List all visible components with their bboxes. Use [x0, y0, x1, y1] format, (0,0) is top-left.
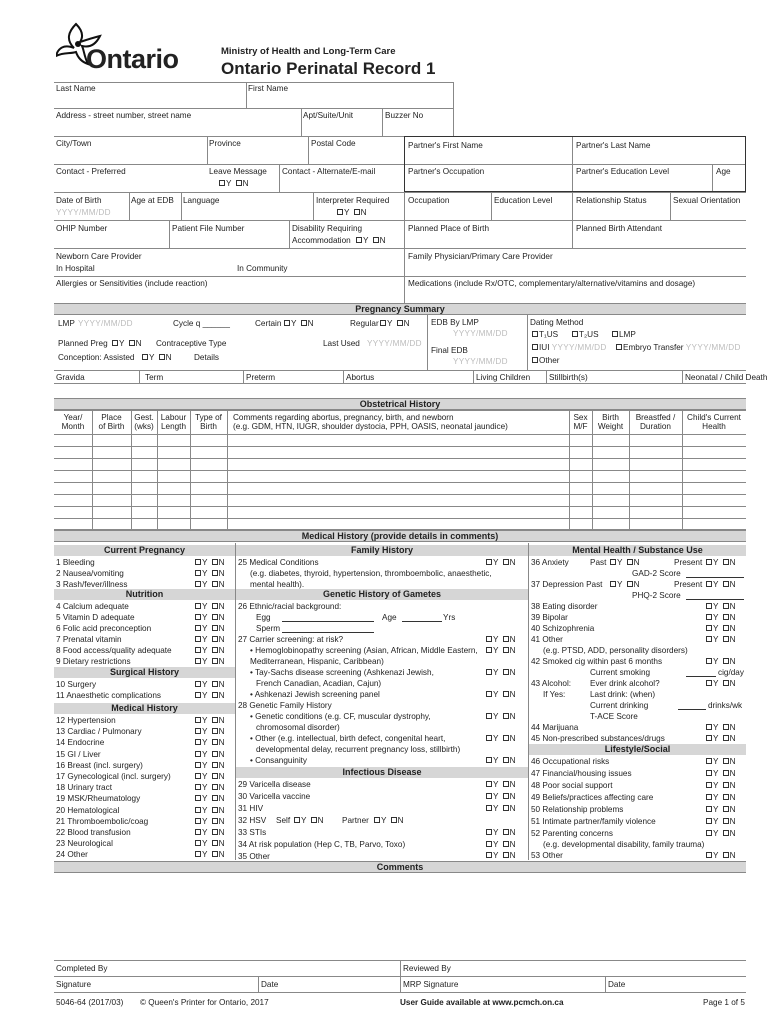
in-community-field[interactable]: In Community	[237, 264, 288, 273]
g28c-yn[interactable]: Y N	[484, 756, 516, 765]
disability-label: Disability Requiring	[292, 224, 363, 233]
history-item-label: 11 Anaesthetic complications	[56, 691, 161, 700]
i29-label: 29 Varicella disease	[238, 780, 311, 789]
cur-smoking-label: Current smoking	[590, 668, 651, 677]
printer-notice: © Queen's Printer for Ontario, 2017	[140, 998, 269, 1007]
history-item-label: 41 Other	[531, 635, 563, 644]
planned-attendant-field[interactable]: Planned Birth Attendant	[576, 224, 663, 233]
m37-present-label: Present	[674, 580, 703, 589]
history-item-yn[interactable]: Y N	[193, 580, 225, 589]
ohip-field[interactable]: OHIP Number	[56, 224, 108, 233]
medical-header: Medical History	[54, 703, 235, 714]
m44-label: 44 Marijuana	[531, 723, 579, 732]
user-guide-link[interactable]: User Guide available at www.pcmch.on.ca	[400, 998, 564, 1007]
phq-input[interactable]	[686, 599, 744, 600]
ob-col-breastfed: Breastfed / Duration	[635, 413, 676, 432]
history-item-yn[interactable]: Y N	[193, 772, 225, 781]
g27a-desc: Mediterranean, Hispanic, Caribbean)	[250, 657, 384, 666]
history-item-yn[interactable]: Y N	[704, 613, 736, 622]
family-history-header: Family History	[236, 545, 528, 556]
dating-t1us[interactable]: T₁US	[530, 330, 558, 339]
i33-label: 33 STIs	[238, 828, 267, 837]
history-item-yn[interactable]: Y N	[704, 757, 736, 766]
cur-drinking-label: Current drinking	[590, 701, 649, 710]
history-item-yn[interactable]: Y N	[193, 806, 225, 815]
history-item-label: 51 Intimate partner/family violence	[531, 817, 656, 826]
history-item-yn[interactable]: Y N	[704, 805, 736, 814]
medical-history-header: Medical History (provide details in comments)	[54, 530, 746, 542]
history-item-label: 39 Bipolar	[531, 613, 568, 622]
date-field[interactable]: Date	[261, 980, 279, 989]
last-name-field[interactable]: Last Name	[56, 84, 96, 93]
g28c-label: • Consanguinity	[250, 756, 308, 765]
planned-birth-place-field[interactable]: Planned Place of Birth	[408, 224, 490, 233]
history-item-label: 16 Breast (incl. surgery)	[56, 760, 143, 770]
history-item-label: 1 Bleeding	[56, 558, 95, 567]
signature-field[interactable]: Signature	[56, 980, 92, 989]
lmp-input[interactable]: YYYY/MM/DD	[78, 319, 133, 328]
history-item-label: 40 Schizophrenia	[531, 624, 595, 633]
g28b-yn[interactable]: Y N	[484, 734, 516, 743]
history-item-yn[interactable]: Y N	[704, 769, 736, 778]
history-item-label: 17 Gynecological (incl. surgery)	[56, 772, 171, 781]
history-item-label: 2 Nausea/vomiting	[56, 569, 124, 578]
planned-preg-label: Planned Preg	[58, 339, 108, 348]
yrs-label: Yrs	[443, 613, 456, 622]
if-yes-label: If Yes:	[543, 690, 566, 699]
infectious-disease-header: Infectious Disease	[236, 767, 528, 778]
dating-lmp[interactable]: LMP	[610, 330, 636, 339]
logo-text: Ontario	[86, 44, 179, 74]
g27b-yn[interactable]: Y N	[484, 668, 516, 677]
m36-past-yn[interactable]: Y N	[608, 558, 640, 567]
education-field[interactable]: Education Level	[494, 196, 553, 205]
interpreter-label: Interpreter Required	[316, 196, 390, 205]
history-item-yn[interactable]: Y N	[193, 783, 225, 792]
g28b-desc: developmental delay, recurrent pregnancy loss, stillbirth)	[256, 745, 461, 754]
apt-field[interactable]: Apt/Suite/Unit	[303, 111, 354, 120]
patient-file-field[interactable]: Patient File Number	[172, 224, 245, 233]
m37-present-yn[interactable]: Y N	[704, 580, 736, 589]
partner-label: Partner	[342, 816, 369, 825]
g28a-desc: chromosomal disorder)	[256, 723, 340, 732]
partner-education-field[interactable]: Partner's Education Level	[576, 167, 670, 176]
i32-self-yn[interactable]: Y N	[292, 816, 324, 825]
i33-yn[interactable]: Y N	[484, 828, 516, 837]
history-item-yn[interactable]: Y N	[193, 794, 225, 803]
history-item-yn[interactable]: Y N	[193, 657, 225, 666]
completed-by-field[interactable]: Completed By	[56, 964, 108, 973]
contraceptive-field[interactable]: Contraceptive Type	[156, 339, 227, 348]
f25-yn[interactable]: Y N	[484, 558, 516, 567]
tace-label: T-ACE Score	[590, 712, 638, 721]
dob-label: Date of Birth	[56, 196, 102, 205]
history-item-label: 7 Prenatal vitamin	[56, 635, 122, 644]
dating-method-label: Dating Method	[530, 318, 584, 327]
partner-occupation-field[interactable]: Partner's Occupation	[408, 167, 485, 176]
province-field[interactable]: Province	[209, 139, 241, 148]
g27-yn[interactable]: Y N	[484, 635, 516, 644]
egg-label: Egg	[256, 613, 271, 622]
regular-label: Regular	[350, 319, 379, 328]
ob-col-place: Place of Birth	[98, 413, 125, 432]
i35-yn[interactable]: Y N	[484, 851, 516, 860]
abortus-field[interactable]: Abortus	[346, 373, 375, 382]
history-item-yn[interactable]: Y N	[193, 635, 225, 644]
history-item-label: 23 Neurological	[56, 839, 113, 849]
i32-partner-yn[interactable]: Y N	[372, 816, 404, 825]
drinks-wk-label: drinks/wk	[708, 701, 743, 710]
history-item-label: 5 Vitamin D adequate	[56, 613, 135, 622]
postal-code-field[interactable]: Postal Code	[311, 139, 356, 148]
preterm-field[interactable]: Preterm	[246, 373, 276, 382]
m36-present-label: Present	[674, 558, 703, 567]
history-item-label: 53 Other	[531, 851, 563, 860]
i35-label: 35 Other	[238, 852, 270, 861]
city-field[interactable]: City/Town	[56, 139, 92, 148]
g27a-yn[interactable]: Y N	[484, 646, 516, 655]
history-item-label: 6 Folic acid preconception	[56, 624, 152, 633]
regular-yn[interactable]: Y N	[378, 319, 410, 328]
history-item-yn[interactable]: Y N	[704, 851, 736, 860]
comments-header: Comments	[54, 861, 746, 873]
g26-label: 26 Ethnic/racial background:	[238, 602, 342, 611]
family-physician-field[interactable]: Family Physician/Primary Care Provider	[408, 252, 553, 261]
leave-message-label: Leave Message	[209, 167, 267, 176]
history-item-yn[interactable]: Y N	[704, 635, 736, 644]
cig-day-label: cig/day	[718, 668, 744, 677]
i30-label: 30 Varicella vaccine	[238, 792, 311, 801]
g28a-yn[interactable]: Y N	[484, 712, 516, 721]
cycle-field[interactable]: Cycle q ______	[173, 319, 230, 328]
m37-label: 37 Depression Past	[531, 580, 603, 589]
m36-past-label: Past	[590, 558, 607, 567]
history-item-yn[interactable]: Y N	[193, 680, 225, 689]
orientation-field[interactable]: Sexual Orientation	[673, 196, 741, 205]
i32-label: 32 HSV	[238, 816, 267, 825]
self-label: Self	[276, 816, 291, 825]
nutrition-header: Nutrition	[54, 589, 235, 600]
f25-desc: (e.g. diabetes, thyroid, hypertension, thromboembolic, anaesthetic,	[250, 569, 492, 578]
ob-col-health: Child's Current Health	[687, 413, 741, 432]
newborn-care-label: Newborn Care Provider	[56, 252, 142, 261]
mental-health-header: Mental Health / Substance Use	[529, 545, 746, 556]
i31-label: 31 HIV	[238, 804, 264, 813]
form-number: 5046-64 (2017/03)	[56, 998, 124, 1007]
sperm-label: Sperm	[256, 624, 281, 633]
history-item-yn[interactable]: Y N	[704, 781, 736, 790]
ob-col-type: Type of Birth	[195, 413, 222, 432]
partner-age-field[interactable]: Age	[716, 167, 731, 176]
m45-yn[interactable]: Y N	[704, 734, 736, 743]
history-item-label: 46 Occupational risks	[531, 757, 610, 766]
current-pregnancy-header: Current Pregnancy	[54, 545, 235, 556]
history-item-yn[interactable]: Y N	[193, 691, 225, 700]
ob-col-weight: Birth Weight	[597, 413, 624, 432]
history-item-yn[interactable]: Y N	[193, 738, 225, 747]
conception-yn[interactable]: Y N	[140, 353, 172, 362]
cig-input[interactable]	[686, 676, 716, 677]
pregnancy-summary-header: Pregnancy Summary	[54, 303, 746, 315]
reviewed-by-field[interactable]: Reviewed By	[403, 964, 451, 973]
sperm-input[interactable]	[282, 632, 374, 633]
stillbirths-field[interactable]: Stillbirth(s)	[549, 373, 588, 382]
gad-input[interactable]	[686, 577, 744, 578]
f25-desc2: mental health).	[250, 580, 305, 589]
drinks-input[interactable]	[678, 709, 706, 710]
occupation-field[interactable]: Occupation	[408, 196, 450, 205]
history-item-label: 52 Parenting concerns	[531, 829, 613, 838]
history-item-label: 21 Thromboembolic/coag	[56, 816, 149, 826]
ob-col-year: Year/ Month	[61, 413, 85, 432]
interpreter-yn[interactable]: Y N	[335, 208, 367, 217]
contact-alternate-field[interactable]: Contact - Alternate/E-mail	[282, 167, 376, 176]
history-item-label: 13 Cardiac / Pulmonary	[56, 727, 142, 737]
g27b-desc: French Canadian, Acadian, Cajun)	[256, 679, 382, 688]
age-edb-field[interactable]: Age at EDB	[131, 196, 174, 205]
mrp-signature-field[interactable]: MRP Signature	[403, 980, 459, 989]
dating-other[interactable]: Other	[530, 356, 559, 365]
partner-first-name-field[interactable]: Partner's First Name	[408, 141, 483, 150]
ob-col-sex: Sex M/F	[573, 413, 588, 432]
history-item-label: 22 Blood transfusion	[56, 828, 131, 837]
g27-label: 27 Carrier screening: at risk?	[238, 635, 344, 644]
history-item-label: 19 MSK/Rheumatology	[56, 794, 141, 804]
history-item-yn[interactable]: Y N	[704, 602, 736, 611]
history-item-yn[interactable]: Y N	[193, 750, 225, 759]
history-item-label: 14 Endocrine	[56, 738, 105, 748]
history-item-label: 15 GI / Liver	[56, 749, 101, 759]
history-item-label: 24 Other	[56, 850, 88, 860]
history-item-yn[interactable]: Y N	[193, 646, 225, 655]
history-item-label: 48 Poor social support	[531, 781, 613, 790]
g27a-label: • Hemoglobinopathy screening (Asian, African, Middle Eastern,	[250, 646, 478, 655]
g27b-label: • Tay-Sachs disease screening (Ashkenazi Jewish,	[250, 668, 434, 677]
history-item-label: 50 Relationship problems	[531, 805, 624, 814]
living-children-field[interactable]: Living Children	[476, 373, 531, 382]
dating-embryo[interactable]: Embryo Transfer YYYY/MM/DD	[614, 343, 741, 352]
age-label: Age	[382, 613, 397, 622]
g27c-yn[interactable]: Y N	[484, 690, 516, 699]
age-input[interactable]	[402, 621, 442, 622]
f25-label: 25 Medical Conditions	[238, 558, 319, 567]
ontario-logo	[56, 22, 206, 78]
form-title: Ontario Perinatal Record 1	[221, 59, 436, 78]
ob-col-gest: Gest. (wks)	[134, 413, 154, 432]
final-edb-label: Final EDB	[431, 346, 468, 355]
i30-yn[interactable]: Y N	[484, 792, 516, 801]
ob-col-labour: Labour Length	[160, 413, 187, 432]
in-hospital-field[interactable]: In Hospital	[56, 264, 95, 273]
m36-label: 36 Anxiety	[531, 558, 569, 567]
last-used-label: Last Used	[323, 339, 360, 348]
history-item-yn[interactable]: Y N	[193, 602, 225, 611]
i34-label: 34 At risk population (Hep C, TB, Parvo, Toxo)	[238, 840, 406, 849]
page-number: Page 1 of 5	[703, 998, 745, 1007]
m45-label: 45 Non-prescribed substances/drugs	[531, 734, 665, 743]
date2-field[interactable]: Date	[608, 980, 626, 989]
history-item-yn[interactable]: Y N	[704, 829, 736, 838]
history-item-label: 18 Urinary tract	[56, 783, 112, 793]
m37-past-yn[interactable]: Y N	[608, 580, 640, 589]
certain-yn[interactable]: Y N	[282, 319, 314, 328]
ob-col-comments: Comments regarding abortus, pregnancy, birth, and newborn (e.g. GDM, HTN, IUGR, shoulder dystocia, PPH, OASIS, neonatal jaundice)	[233, 413, 508, 432]
l52-desc: (e.g. developmental disability, family trauma)	[543, 840, 705, 849]
history-item-yn[interactable]: Y N	[193, 761, 225, 770]
edb-lmp-label: EDB By LMP	[431, 318, 479, 327]
history-item-label: 20 Hematological	[56, 805, 120, 815]
m43-yn[interactable]: Y N	[704, 679, 736, 688]
history-item-label: 8 Food access/quality adequate	[56, 646, 172, 655]
history-item-label: 4 Calcium adequate	[56, 602, 129, 611]
history-item-label: 9 Dietary restrictions	[56, 657, 131, 666]
history-item-label: 38 Eating disorder	[531, 602, 598, 611]
leave-message-yn[interactable]: Y N	[217, 179, 249, 188]
g27c-label: • Ashkenazi Jewish screening panel	[250, 690, 380, 699]
m43-label: 43 Alcohol:	[531, 679, 572, 688]
history-item-yn[interactable]: Y N	[193, 839, 225, 848]
history-item-yn[interactable]: Y N	[704, 817, 736, 826]
accommodation-label: Accommodation	[292, 236, 351, 245]
medications-field[interactable]: Medications (include Rx/OTC, complementary/alternative/vitamins and dosage)	[408, 279, 696, 288]
genetic-history-header: Genetic History of Gametes	[236, 589, 528, 600]
gravida-field[interactable]: Gravida	[56, 373, 85, 382]
accommodation-yn[interactable]: Y N	[354, 236, 386, 245]
egg-input[interactable]	[282, 621, 374, 622]
history-item-yn[interactable]: Y N	[193, 716, 225, 725]
dob-input[interactable]: YYYY/MM/DD	[56, 208, 111, 217]
allergies-field[interactable]: Allergies or Sensitivities (include reaction)	[56, 279, 208, 288]
contact-preferred-field[interactable]: Contact - Preferred	[56, 167, 126, 176]
history-item-yn[interactable]: Y N	[193, 558, 225, 567]
history-item-yn[interactable]: Y N	[704, 657, 736, 666]
last-drink-label: Last drink: (when)	[590, 690, 656, 699]
conception-label: Conception: Assisted	[58, 353, 135, 362]
history-item-label: 49 Beliefs/practices affecting care	[531, 793, 654, 802]
g28b-label: • Other (e.g. intellectual, birth defect, congenital heart,	[250, 734, 446, 743]
m36-present-yn[interactable]: Y N	[704, 558, 736, 567]
history-item-yn[interactable]: Y N	[704, 793, 736, 802]
history-item-yn[interactable]: Y N	[193, 828, 225, 837]
history-item-yn[interactable]: Y N	[193, 727, 225, 736]
last-used-input[interactable]: YYYY/MM/DD	[367, 339, 422, 348]
history-item-label: 10 Surgery	[56, 680, 97, 689]
history-item-yn[interactable]: Y N	[704, 624, 736, 633]
comments-area[interactable]	[54, 874, 746, 960]
lmp-label: LMP	[58, 319, 75, 328]
final-edb-input[interactable]: YYYY/MM/DD	[453, 357, 508, 366]
planned-preg-yn[interactable]: Y N	[110, 339, 142, 348]
dating-t2us[interactable]: T₂US	[570, 330, 599, 339]
certain-label: Certain	[255, 319, 282, 328]
m44-yn[interactable]: Y N	[704, 723, 736, 732]
dating-iui[interactable]: IUI YYYY/MM/DD	[530, 343, 607, 352]
relationship-field[interactable]: Relationship Status	[576, 196, 647, 205]
surgical-header: Surgical History	[54, 667, 235, 678]
obstetrical-history-header: Obstetrical History	[54, 398, 746, 410]
i34-yn[interactable]: Y N	[484, 840, 516, 849]
history-item-yn[interactable]: Y N	[193, 569, 225, 578]
g28a-label: • Genetic conditions (e.g. CF, muscular dystrophy,	[250, 712, 431, 721]
phq-label: PHQ-2 Score	[632, 591, 681, 600]
term-field[interactable]: Term	[145, 373, 164, 382]
partner-last-name-field[interactable]: Partner's Last Name	[576, 141, 651, 150]
address-field[interactable]: Address - street number, street name	[56, 111, 192, 120]
lifestyle-header: Lifestyle/Social	[529, 744, 746, 755]
history-item-label: 3 Rash/fever/illness	[56, 580, 128, 589]
gad-label: GAD-2 Score	[632, 569, 681, 578]
history-item-label: 12 Hypertension	[56, 716, 116, 725]
first-name-field[interactable]: First Name	[248, 84, 289, 93]
ever-drink-label: Ever drink alcohol?	[590, 679, 660, 688]
g28-label: 28 Genetic Family History	[238, 701, 332, 710]
history-item-yn[interactable]: Y N	[193, 817, 225, 826]
history-item-yn[interactable]: Y N	[193, 850, 225, 859]
i31-yn[interactable]: Y N	[484, 804, 516, 813]
neonatal-death-field[interactable]: Neonatal / Child Death	[685, 373, 768, 382]
ministry-name: Ministry of Health and Long-Term Care	[221, 46, 396, 57]
history-item-yn[interactable]: Y N	[193, 624, 225, 633]
i29-yn[interactable]: Y N	[484, 780, 516, 789]
history-item-label: 42 Smoked cig within past 6 months	[531, 657, 663, 666]
buzzer-field[interactable]: Buzzer No	[385, 111, 424, 120]
history-item-yn[interactable]: Y N	[193, 613, 225, 622]
history-item-label: 47 Financial/housing issues	[531, 769, 632, 778]
language-field[interactable]: Language	[183, 196, 220, 205]
m41-desc: (e.g. PTSD, ADD, personality disorders)	[543, 646, 688, 655]
edb-lmp-input[interactable]: YYYY/MM/DD	[453, 329, 508, 338]
details-field[interactable]: Details	[194, 353, 220, 362]
